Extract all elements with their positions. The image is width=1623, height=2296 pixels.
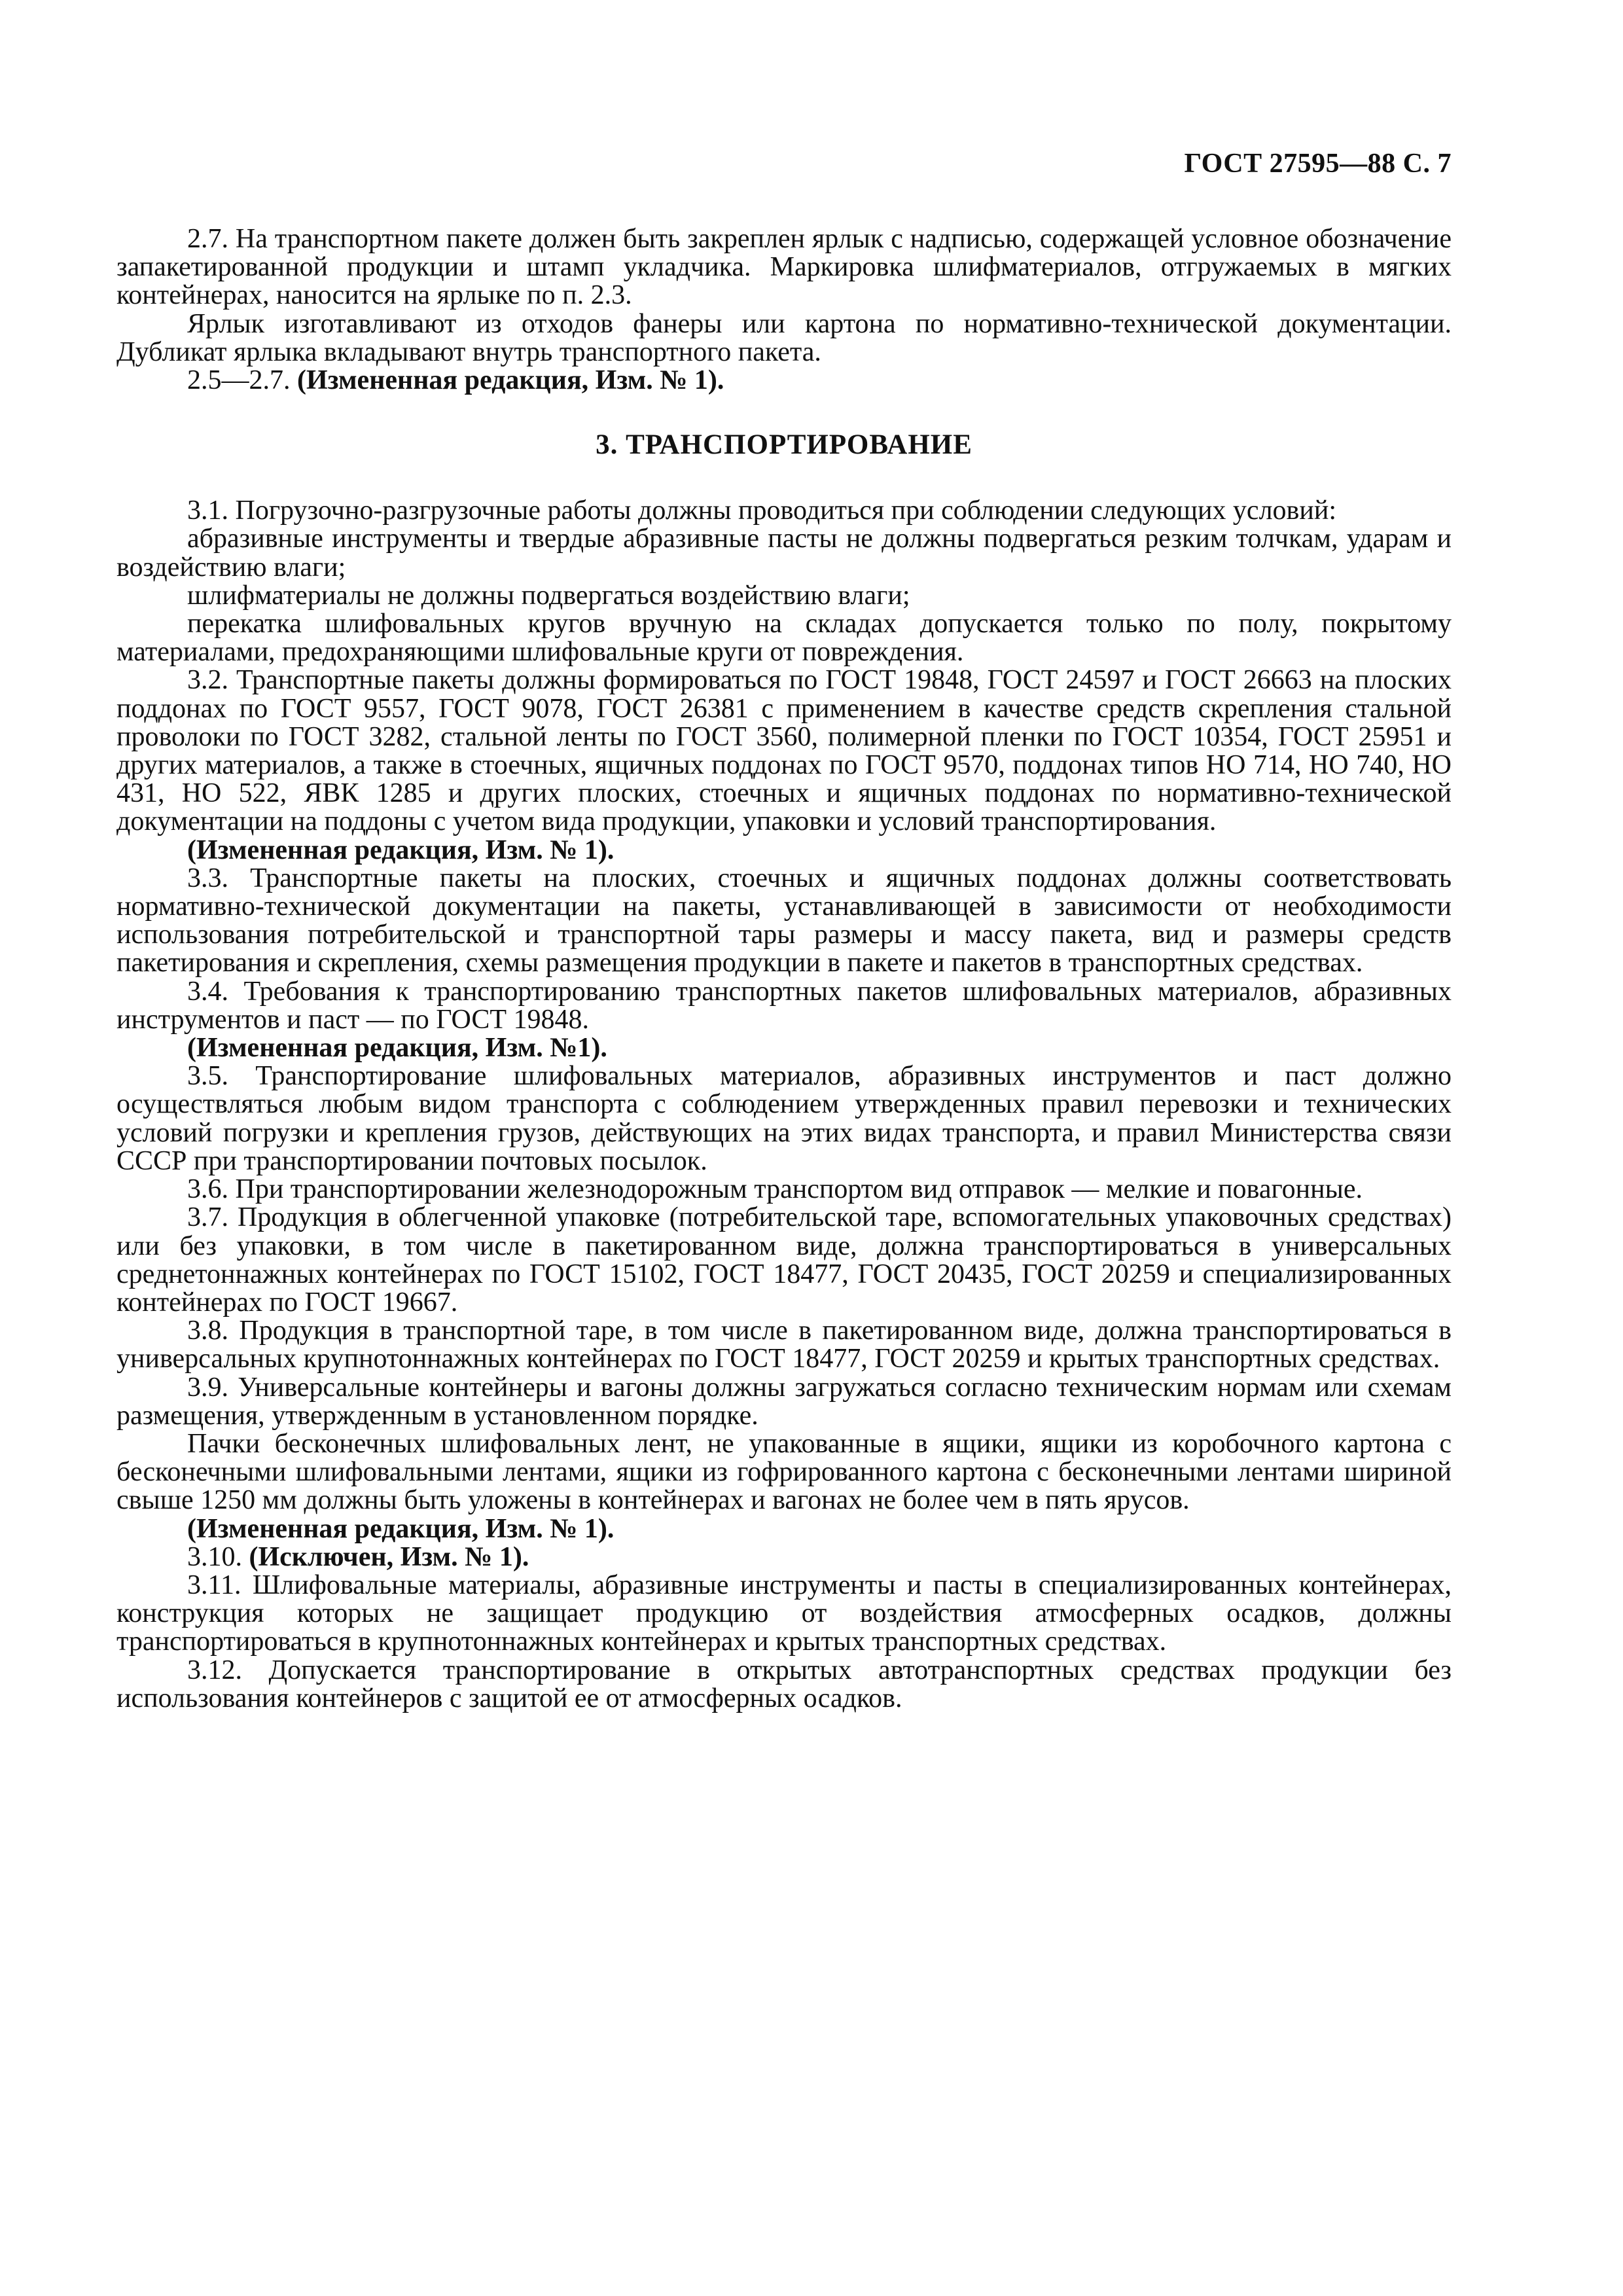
- clause-3-5: 3.5. Транспортирование шлифовальных материалов, абразивных инструментов и паст должно осуществляться любым видом транспорта с соблюдением утвержденных правил перевозки и технических условий погрузки и крепления грузов, действующих на этих видах транспорта, и правил Министерства связи СССР при транспортировании почтовых посылок.: [116, 1061, 1452, 1176]
- label-paragraph: Ярлык изготавливают из отходов фанеры или картона по нормативно-технической документации. Дубликат ярлыка вкладывают внутрь транспортного пакета.: [116, 308, 1452, 367]
- clause-3-8: 3.8. Продукция в транспортной таре, в том числе в пакетированном виде, должна транспортироваться в универсальных крупнотоннажных контейнерах по ГОСТ 18477, ГОСТ 20259 и крытых транспортных средствах.: [116, 1316, 1452, 1374]
- amendment-2-5-2-7: [116, 367, 1452, 395]
- clause-2-7: 2.7. На транспортном пакете должен быть закреплен ярлык с надписью, содержащей условное обозначение запакетированной продукции и штамп укладчика. Маркировка шлифматериалов, отгружаемых в мягких контейнерах, наносится на ярлыке по п. 2.3.: [116, 224, 1452, 311]
- clause-3-10-excluded: (Исключен, Изм. № 1).: [249, 1541, 529, 1572]
- amendment-3-4: (Измененная редакция, Изм. №1).: [187, 1033, 607, 1064]
- amendment-3-2: (Измененная редакция, Изм. № 1).: [187, 834, 615, 865]
- clause-3-9-belts: Пачки бесконечных шлифовальных лент, не упакованные в ящики, ящики из коробочного картона с бесконечными шлифовальными лентами, ящики из гофрированного картона с бесконечными лентами шириной свыше 1250 мм должны быть уложены в контейнерах и вагонах не более чем в пять ярусов.: [116, 1428, 1452, 1516]
- clause-3-9: 3.9. Универсальные контейнеры и вагоны должны загружаться согласно техническим нормам или схемам размещения, утвержденным в установленном порядке.: [116, 1372, 1452, 1431]
- clause-3-10-number: 3.10.: [187, 1541, 249, 1572]
- clause-3-11: 3.11. Шлифовальные материалы, абразивные инструменты и пасты в специализированных контейнерах, конструкция которых не защищает продукцию от воздействия атмосферных осадков, должны транспортироваться в крупнотоннажных контейнерах и крытых транспортных средствах.: [116, 1570, 1452, 1657]
- page-body: [116, 225, 1452, 1713]
- clause-3-2: 3.2. Транспортные пакеты должны формироваться по ГОСТ 19848, ГОСТ 24597 и ГОСТ 26663 на плоских поддонах по ГОСТ 9557, ГОСТ 9078, ГОСТ 26381 с применением в качестве средств скрепления стальной проволоки по ГОСТ 3282, стальной ленты по ГОСТ 3560, полимерной пленки по ГОСТ 10354, ГОСТ 25951 и других материалов, а также в стоечных, ящичных поддонах по ГОСТ 9570, поддонах типов НО 714, НО 740, НО 431, НО 522, ЯВК 1285 и других плоских, стоечных и ящичных поддонах по нормативно-технической документации на поддоны с учетом вида продукции, упаковки и условий транспортирования.: [116, 665, 1452, 837]
- clause-3-7: 3.7. Продукция в облегченной упаковке (потребительской таре, вспомогательных упаковочных средствах) или без упаковки, в том числе в пакетированном виде, должна транспортироваться в универсальных среднетоннажных контейнерах по ГОСТ 15102, ГОСТ 18477, ГОСТ 20435, ГОСТ 20259 и специализированных контейнерах по ГОСТ 19667.: [116, 1202, 1452, 1318]
- clause-3-1-item-c: перекатка шлифовальных кругов вручную на складах допускается только по полу, покрытому материалами, предохраняющими шлифовальные круги от повреждения.: [116, 609, 1452, 668]
- clause-3-6: 3.6. При транспортировании железнодорожным транспортом вид отправок — мелкие и повагонные.: [187, 1174, 1363, 1205]
- running-header: ГОСТ 27595—88 С. 7: [1184, 149, 1452, 179]
- clause-3-4: 3.4. Требования к транспортированию транспортных пакетов шлифовальных материалов, абразивных инструментов и паст — по ГОСТ 19848.: [116, 976, 1452, 1035]
- clause-3-1: 3.1. Погрузочно-разгрузочные работы должны проводиться при соблюдении следующих условий:: [187, 495, 1336, 526]
- amendment-note: (Измененная редакция, Изм. № 1).: [297, 365, 724, 396]
- clause-3-1-item-b: шлифматериалы не должны подвергаться воздействию влаги;: [187, 580, 910, 611]
- clause-3-3: 3.3. Транспортные пакеты на плоских, стоечных и ящичных поддонах должны соответствовать нормативно-технической документации на пакеты, устанавливающей в зависимости от необходимости использования потребительской и транспортной тары размеры и массу пакета, вид и размеры средств пакетирования и скрепления, схемы размещения продукции в пакете и пакетов в транспортных средствах.: [116, 863, 1452, 978]
- clause-3-10: [116, 1543, 1452, 1571]
- clause-3-12: 3.12. Допускается транспортирование в открытых автотранспортных средствах продукции без использования контейнеров с защитой ее от атмосферных осадков.: [116, 1655, 1452, 1713]
- section-heading: 3. ТРАНСПОРТИРОВАНИЕ: [596, 429, 972, 461]
- amendment-range: 2.5—2.7.: [187, 365, 297, 396]
- clause-3-1-item-a: абразивные инструменты и твердые абразивные пасты не должны подвергаться резким толчкам, ударам и воздействию влаги;: [116, 524, 1452, 583]
- amendment-3-9: (Измененная редакция, Изм. № 1).: [187, 1513, 615, 1544]
